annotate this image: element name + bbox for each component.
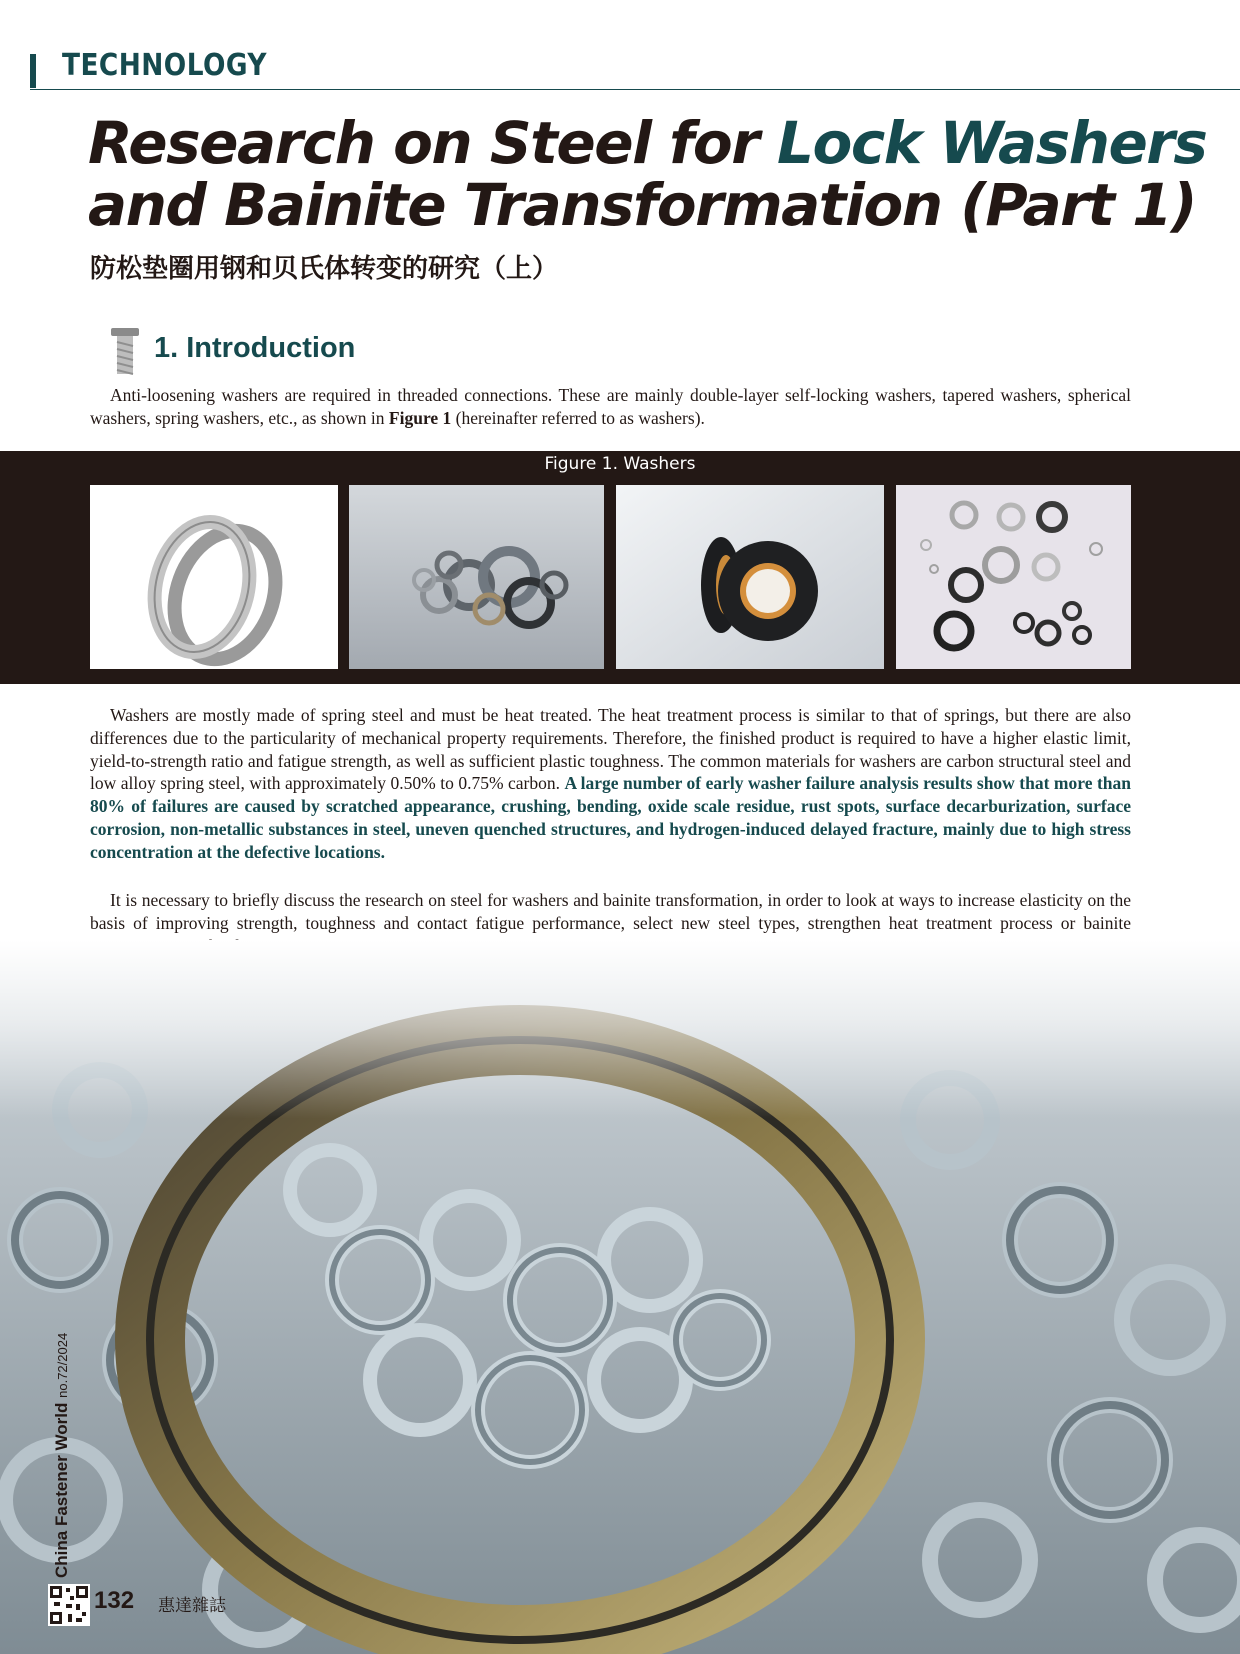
issue-number: no.72/2024 [55,1332,70,1398]
title-part-2: and Bainite Transformation (Part 1) [88,171,1197,239]
figure-caption: Figure 1. Washers [544,454,696,474]
body-text: Washers are mostly made of spring steel and must be heat treated. The heat treatment process is similar to that of springs, but there are also differences due to the particularity of mechanical property requirements. Therefore, the finished product is required to have a higher elastic limit, yield-to-strength ratio and fatigue strength, as well as sufficient plastic toughness. The common materials for washers are carbon structural steel and low alloy spring steel, with approximately 0.50% to 0.75% carbon. [90,705,1131,794]
page-number: 132 [94,1587,135,1614]
photo-self-locking-washers [90,485,338,669]
body-emphasis: A large number of early washer failure analysis results show that more than 80% of failures are caused by scratched appearance, crushing, bending, oxide scale residue, rust spots, surface decarburization, surface corrosion, non-metallic substances in steel, uneven quenched structures, and hydrogen-induced delayed fracture, mainly due to high stress concentration at the defective locations. [90,773,1131,862]
intro-text-b: (hereinafter referred to as washers). [451,407,705,428]
photo-tapered-washers [616,485,884,669]
article-subtitle-cn: 防松垫圈用钢和贝氏体转变的研究（上） [90,254,559,284]
section-bar [30,54,36,88]
body-paragraph-2 [90,704,1131,864]
section-label: TECHNOLOGY [62,48,267,83]
article-title [88,109,1208,239]
title-part-1: Research on Steel for [88,109,778,177]
title-highlight: Lock Washers [777,109,1207,177]
figure-reference: Figure 1 [388,407,452,428]
qr-code-icon [48,1584,90,1626]
background-washer-photo [0,940,1240,1654]
intro-text-a: Anti-loosening washers are required in threaded connections. These are mainly double-layer self-locking washers, tapered washers, spherical washers, spring washers, etc., as shown in [90,385,1131,428]
section-rule [30,89,1240,90]
photo-spring-washers [896,485,1131,669]
magazine-name-cn: 惠達雜誌 [158,1596,226,1616]
body-paragraph-3: It is necessary to briefly discuss the research on steel for washers and bainite transformation, in order to look at ways to increase elasticity on the basis of improving strength, toughness and contact fatigue performance, select new steel types, strengthen heat treatment process or bainite [90,890,1131,933]
magazine-name: China Fastener World [52,1402,71,1578]
vertical-magazine-name [52,1333,72,1578]
intro-paragraph [90,384,1131,430]
intro-heading: 1. Introduction [154,332,356,364]
screw-icon [108,328,142,376]
photo-assorted-washers [349,485,604,669]
